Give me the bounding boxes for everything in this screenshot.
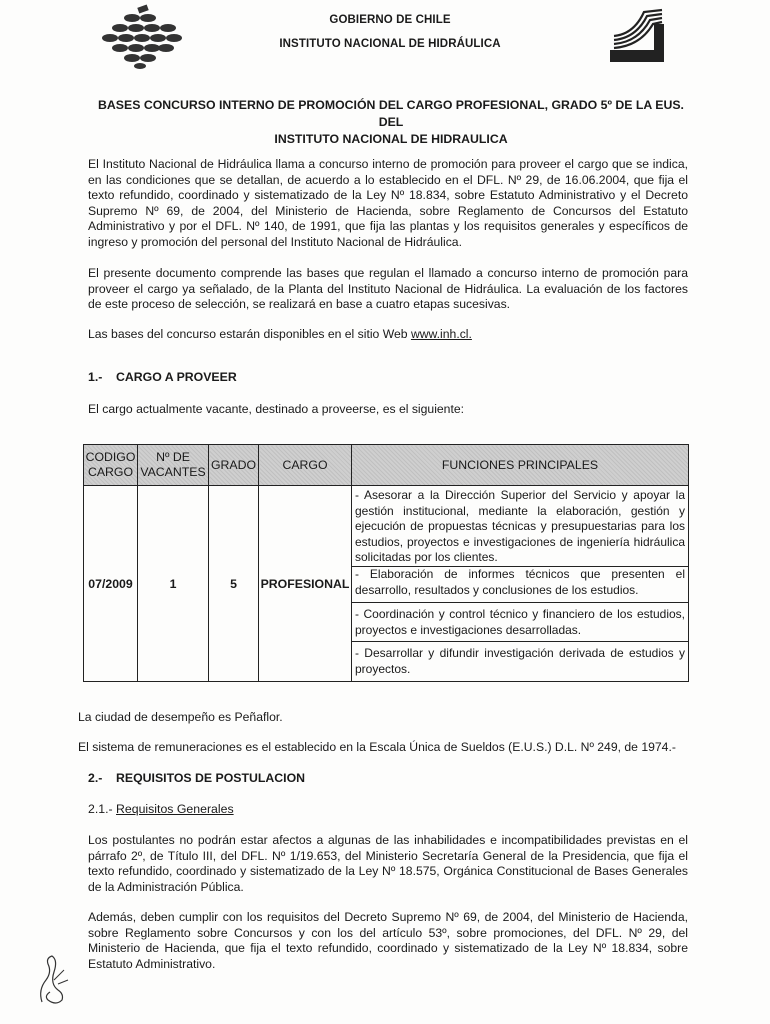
header-funciones: FUNCIONES PRINCIPALES [352,445,689,486]
cell-cargo: PROFESIONAL [259,486,352,682]
requisitos-paragraph: Además, deben cumplir con los requisitos del Decreto Supremo Nº 69, de 2004, del Ministerio de Hacienda, sobre Reglamento sobre Concursos y con los del artículo 53º, sobre promociones, del DFL. Nº 29, del Ministerio de Hacienda, que fija el texto refundido, coordinado y sistematizado de la Ley Nº 18.834, sobre Estatuto Administrativo. [88,910,688,971]
intro-paragraph: El Instituto Nacional de Hidráulica llama a concurso interno de promoción para proveer el cargo que se indica, en las condiciones que se detallan, de acuerdo a lo establecido en el DFL. Nº 29, de 16.06.2004, que fija el texto refundido, coordinado y sistematizado de la Ley Nº 18.834, sobre Estatuto Administrativo y el Decreto Supremo Nº 69, de 2004, del Ministerio de Hacienda, sobre Reglamento de Concursos del Estatuto Administrativo y por el DFL. Nº 140, de 1991, que fija las plantas y los requisitos generales y específicos de ingreso y promoción del personal del Instituto Nacional de Hidráulica. [88,157,688,249]
ciudad-line: La ciudad de desempeño es Peñaflor. [78,710,283,724]
funcion-item: - Elaboración de informes técnicos que presenten el desarrollo, resultados y conclusiones de los estudios. [352,567,688,603]
header-codigo-cargo [84,445,138,486]
title-line-2: INSTITUTO NACIONAL DE HIDRAULICA [274,132,508,146]
document-title [96,97,686,148]
section-1-text: El cargo actualmente vacante, destinado a proveerse, es el siguiente: [88,402,465,416]
website-text: Las bases del concurso estarán disponibles en el sitio Web [88,327,411,341]
section-2-number: 2.- [88,771,103,785]
funcion-item: - Desarrollar y difundir investigación derivada de estudios y proyectos. [355,646,685,676]
website-link[interactable]: www.inh.cl. [410,327,472,341]
section-1-number: 1.- [88,370,103,384]
table-row [84,486,689,682]
header-gov-line1: GOBIERNO DE CHILE [329,14,451,26]
scope-paragraph: El presente documento comprende las bases que regulan el llamado a concurso interno de promoción para proveer el cargo ya señalado, de la Planta del Instituto Nacional de Hidráulica. La evaluación de los factores de este proceso de selección, se realizará en base a cuatro etapas sucesivas. [88,266,688,312]
subsection-2-1-number: 2.1.- [88,802,117,816]
header-grado: GRADO [209,445,259,486]
inhabilidades-paragraph: Los postulantes no podrán estar afectos a algunas de las inhabilidades e incompatibilidades previstas en el párrafo 2º, de Título III, del DFL. Nº 1/19.653, del Ministerio Secretaría General de la Presidencia, que fija el texto refundido, coordinado y sistematizado de la Ley Nº 18.575, Orgánica Constitucional de Bases Generales de la Administración Pública. [88,833,688,894]
cargo-table [83,444,689,682]
header-vacantes-line1: Nº DE [156,450,190,464]
funcion-item: - Asesorar a la Dirección Superior del Servicio y apoyar la gestión institucional, mediante la elaboración, gestión y ejecución de propuestas técnicas y presupuestarias para los estudios, proyectos e investigaciones de ingeniería hidráulica solicitadas por los clientes. [352,486,688,567]
header-cargo: CARGO [259,445,352,486]
cell-grado: 5 [209,486,259,682]
header-institute-line: INSTITUTO NACIONAL DE HIDRÁULICA [279,38,501,50]
subsection-2-1 [88,802,234,816]
cell-funciones [352,486,689,682]
header-codigo-line1: CODIGO [85,450,136,464]
section-1-title: CARGO A PROVEER [116,370,237,384]
inh-logo-icon [604,6,666,62]
cell-vacantes: 1 [138,486,209,682]
website-paragraph [88,327,688,343]
subsection-2-1-title: Requisitos Generales [116,802,234,816]
section-2-title: REQUISITOS DE POSTULACION [116,771,306,785]
section-1-heading [88,370,237,384]
section-2-heading [88,771,305,785]
remuneraciones-line: El sistema de remuneraciones es el establecido en la Escala Única de Sueldos (E.U.S.) D.L. Nº 249, de 1974.- [78,740,676,754]
funcion-item: - Coordinación y control técnico y financiero de los estudios, proyectos e investigaciones desarrolladas. [352,603,688,642]
header-codigo-line2: CARGO [87,465,134,479]
header-vacantes [138,445,209,486]
header-vacantes-line2: VACANTES [140,465,206,479]
government-logo-icon [96,4,192,70]
signature-icon [34,950,74,1010]
cell-codigo: 07/2009 [84,486,138,682]
title-line-1: BASES CONCURSO INTERNO DE PROMOCIÓN DEL CARGO PROFESIONAL, GRADO 5º DE LA EUS. DEL [98,98,684,129]
